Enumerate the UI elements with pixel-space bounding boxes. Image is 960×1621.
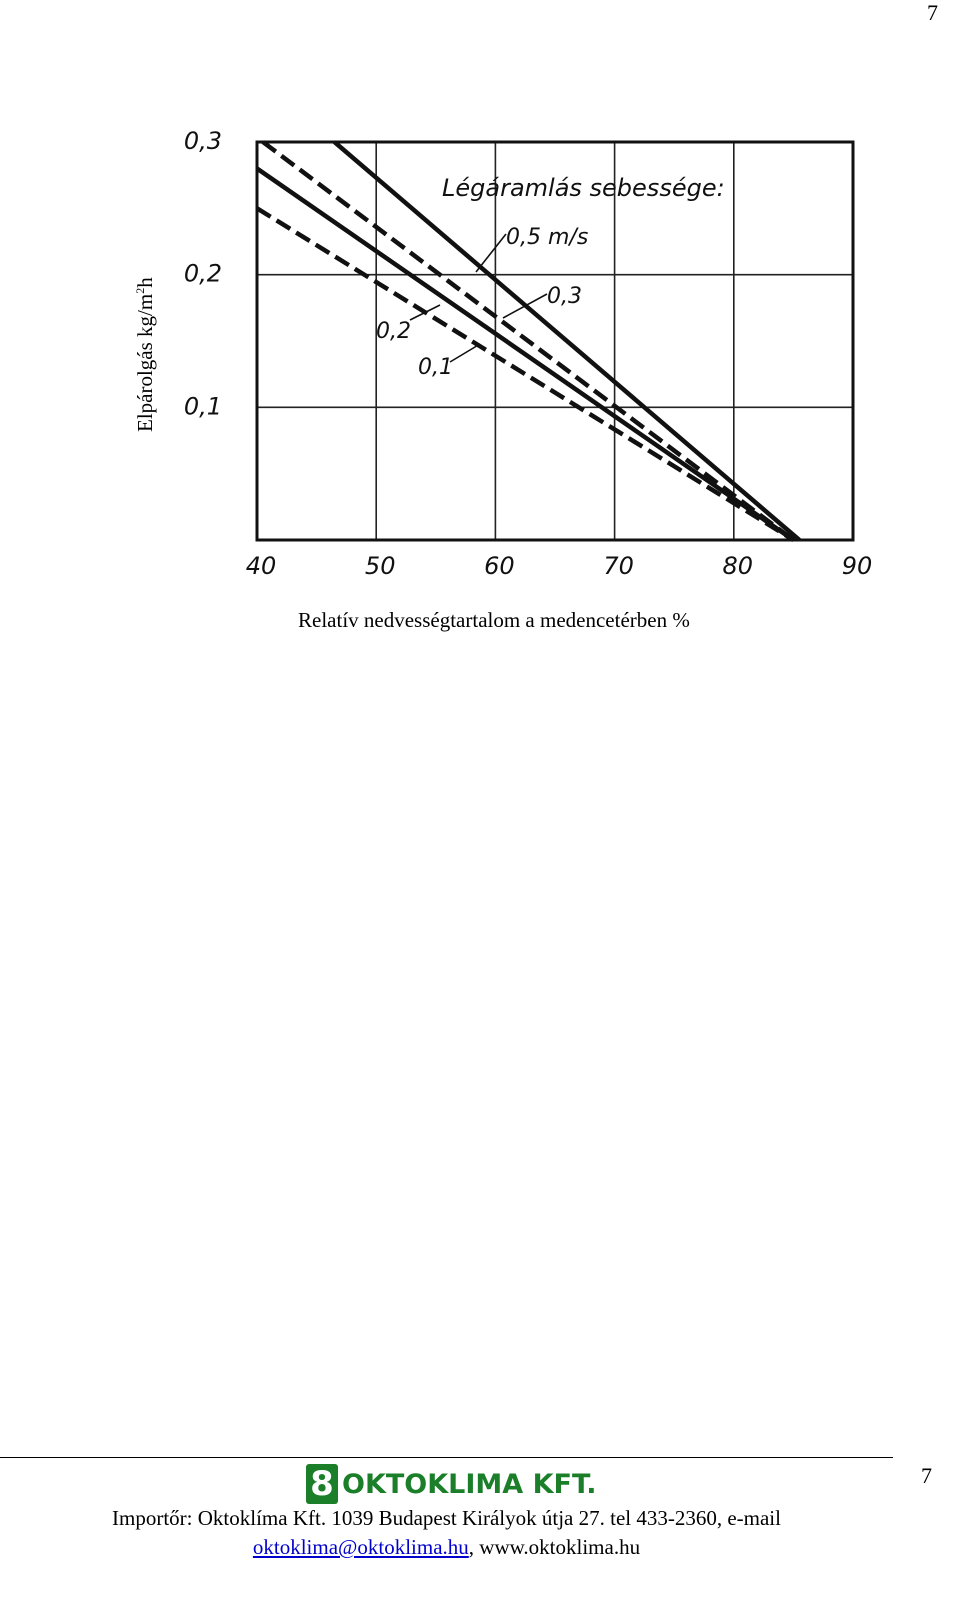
y-tick-label-0: 0,1	[183, 392, 223, 421]
x-tick-label-40: 40	[245, 552, 277, 580]
footer-separator: ,	[468, 1535, 480, 1559]
logo-text: OKTOKLIMA KFT.	[342, 1468, 597, 1500]
page-number-top: 7	[927, 0, 938, 25]
x-tick-label-80: 80	[722, 552, 754, 580]
y-label-tail: h	[133, 277, 157, 288]
footer-divider	[0, 1457, 893, 1458]
chart-y-axis-label	[133, 277, 158, 432]
chart-x-axis-label: Relatív nedvességtartalom a medencetérben %	[298, 608, 690, 632]
page-number-bottom: 7	[921, 1463, 932, 1488]
series-label-1: 0,3	[547, 284, 582, 309]
logo-mark: 8	[306, 1464, 338, 1504]
series-label-3: 0,1	[418, 355, 453, 380]
footer-contact	[0, 1535, 893, 1560]
x-tick-label-90: 90	[841, 552, 873, 580]
y-label-superscript: 2	[133, 287, 147, 294]
evaporation-chart	[170, 112, 885, 592]
x-tick-label-60: 60	[484, 552, 515, 580]
email-link[interactable]: oktoklima@oktoklima.hu	[252, 1535, 469, 1559]
company-logo	[306, 1462, 597, 1506]
website-text: www.oktoklima.hu	[479, 1535, 641, 1559]
legend-title: Légáramlás sebessége:	[442, 174, 725, 202]
x-tick-label-50: 50	[364, 552, 396, 580]
y-label-main: Elpárolgás kg/m	[133, 293, 157, 432]
series-label-0: 0,5 m/s	[506, 225, 589, 250]
y-tick-label-1: 0,2	[183, 259, 223, 288]
y-tick-label-2: 0,3	[183, 127, 223, 155]
footer-address: Importőr: Oktoklíma Kft. 1039 Budapest Királyok útja 27. tel 433-2360, e-mail	[112, 1506, 781, 1530]
series-label-2: 0,2	[376, 319, 411, 344]
x-tick-label-70: 70	[603, 552, 634, 580]
